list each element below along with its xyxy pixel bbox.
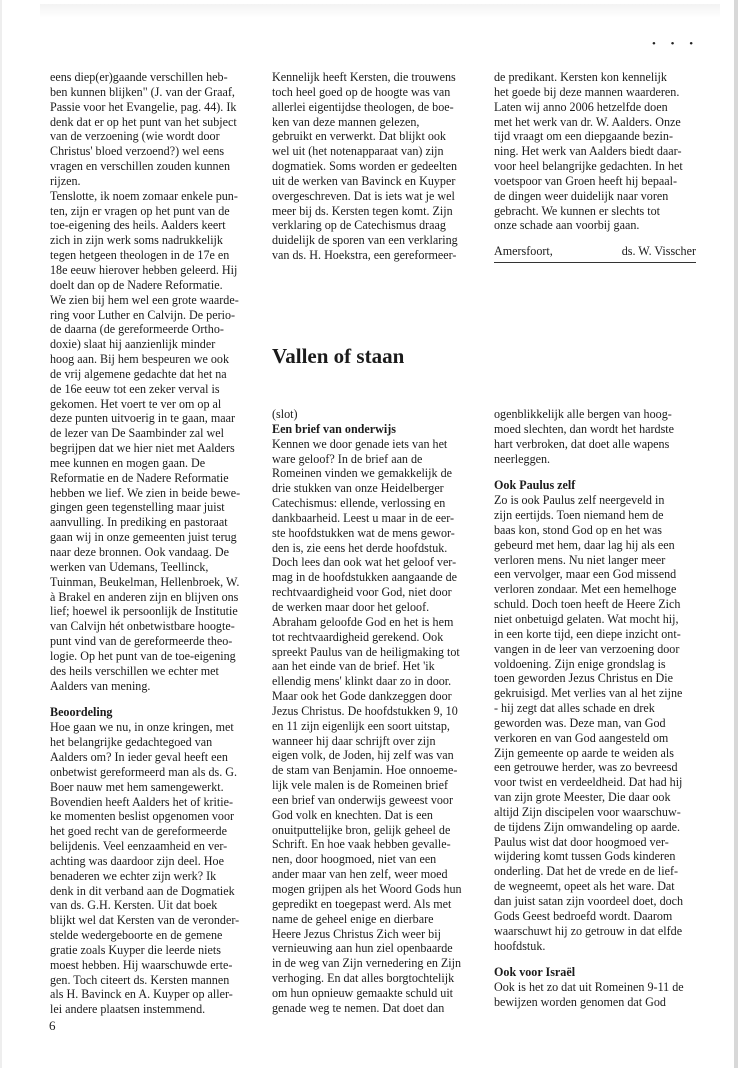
- text-line: om hun opnieuw gemaakte schuld uit: [272, 985, 454, 1000]
- text-line: aanvulling. In prediking en pastoraat: [50, 515, 228, 530]
- text-line: aan het einde van de brief. Het 'ik: [272, 659, 435, 674]
- text-line: Heere Jezus Christus Zich weer bij: [272, 926, 441, 941]
- text-line: Aalders om? In ieder geval heeft een: [50, 749, 228, 764]
- signature-place: Amersfoort,: [494, 244, 553, 258]
- text-line: voldoening. Zijn enige grondslag is: [494, 656, 666, 671]
- text-line: de stam van Benjamin. Hoe onnoeme-: [272, 763, 458, 778]
- column-3-top: [494, 70, 696, 233]
- text-line: Tenslotte, ik noem zomaar enkele pun-: [50, 188, 238, 203]
- text-line: hart verbroken, dat doet alle wapens: [494, 436, 670, 451]
- text-line: Abraham geloofde God en het is hem: [272, 614, 454, 629]
- text-line: Christus' bloed verzoend?) wel eens: [50, 144, 225, 159]
- text-line: de tijdens Zijn omwandeling op aarde.: [494, 819, 681, 834]
- text-line: We zien bij hem wel een grote waarde-: [50, 292, 239, 307]
- column-2-top: [272, 70, 478, 263]
- text-line: deze punten uitvoerig in te gaan, maar: [50, 411, 236, 426]
- text-line: Tuinman, Beukelman, Hellenbroek, W.: [50, 574, 240, 589]
- text-line: verloren mens. Nu niet langer meer: [494, 552, 666, 567]
- text-line: ten, zijn er vragen op het punt van de: [50, 203, 230, 218]
- spacer: [50, 693, 254, 705]
- text-line: doxie) slaat hij aanzienlijk minder: [50, 337, 216, 352]
- text-line: Kennelijk heeft Kersten, die trouwens: [272, 70, 456, 84]
- text-line: van zijn grote Meester, Die daar ook: [494, 790, 671, 805]
- text-line: eigen volk, de Joden, hij zelf was van: [272, 748, 454, 763]
- text-line: van Calvijn hét onbetwistbare hoogte-: [50, 619, 235, 634]
- col3b-body: [494, 407, 696, 466]
- text-line: het belangrijke gedachtegoed van: [50, 735, 213, 750]
- scan-left-edge: [0, 0, 2, 1068]
- text-line: denk in dit verband aan de Dogmatiek: [50, 883, 235, 898]
- text-line: bewijzen worden genomen dat God: [494, 995, 666, 1010]
- text-line: gebeurd met hem, daar lag hij als een: [494, 537, 675, 552]
- text-line: dan juist satan zijn voordeel doet, doch: [494, 894, 684, 908]
- text-line: de predikant. Kersten kon kennelijk: [494, 70, 667, 84]
- text-line: ke momenten beslist opgenomen voor: [50, 809, 235, 824]
- text-line: toen geworden Jezus Christus en Die: [494, 671, 674, 686]
- text-line: altijd Zijn discipelen voor waarschuw-: [494, 804, 681, 819]
- text-line: Passie voor het Evangelie, pag. 44). Ik: [50, 99, 237, 114]
- column-2-bottom: [272, 407, 478, 1016]
- text-line: de dingen weer duidelijk naar voren: [494, 188, 669, 203]
- text-line: onze schade aan voorbij gaan.: [494, 218, 640, 233]
- text-line: ellendig mens' klinkt daar zo in door.: [272, 674, 452, 689]
- scan-right-edge: [734, 0, 738, 1068]
- text-line: de 16e eeuw tot een zeker verval is: [50, 381, 220, 396]
- text-line: vragen en verschillen zouden kunnen: [50, 159, 230, 174]
- text-line: gen. Toch citeert ds. Kersten mannen: [50, 972, 230, 987]
- text-line: overgeschreven. Dat is iets wat je wel: [272, 188, 455, 203]
- text-line: ste hoofdstukken wat de mens gewor-: [272, 525, 455, 540]
- text-line: Boer nauw met hem samengewerkt.: [50, 779, 224, 794]
- text-line: en 11 zijn eigenlijk een soort uitstap,: [272, 718, 450, 733]
- text-line: belijdenis. Veel eenzaamheid en ver-: [50, 839, 228, 854]
- text-line: Reformatie en de Nadere Reformatie: [50, 470, 229, 485]
- text-line: Aalders van mening.: [50, 678, 151, 693]
- text-line: 18e eeuw hierover hebben geleerd. Hij: [50, 262, 238, 277]
- text-line: ander maar van hen zelf, weer moed: [272, 867, 448, 882]
- text-line: ning. Het werk van Aalders biedt daar-: [494, 144, 682, 159]
- text-line: baas kon, stond God op en het was: [494, 522, 662, 537]
- text-line: punt vind van de gereformeerde theo-: [50, 634, 233, 649]
- text-line: Zijn gemeente op aarde te weiden als: [494, 745, 674, 760]
- text-line: een vervolger, maar een God missend: [494, 567, 677, 582]
- text-line: Catechismus: ellende, verlossing en: [272, 496, 446, 511]
- text-line: moest hebben. Hij waarschuwde erte-: [50, 957, 233, 972]
- text-line: Romeinen vinden we gemakkelijk de: [272, 466, 453, 481]
- text-line: benaderen we echter zijn werk? Ik: [50, 868, 217, 883]
- text-line: wijdering komt tussen Gods kinderen: [494, 849, 676, 864]
- text-line: wel uit (het notenapparaat van) zijn: [272, 144, 444, 159]
- text-line: verhoging. En dat alles borgtochtelijk: [272, 971, 455, 986]
- text-line: tot rechtvaardigheid gerekend. Ook: [272, 629, 444, 644]
- text-line: lijk vele malen is de Romeinen brief: [272, 778, 448, 793]
- text-line: Jezus Christus. De hoofdstukken 9, 10: [272, 703, 458, 718]
- text-line: begrijpen dat we hier niet met Aalders: [50, 441, 235, 456]
- text-line: toch heel goed op de hoogte was van: [272, 84, 451, 99]
- text-line: zich in zijn werk soms nadrukkelijk: [50, 233, 223, 248]
- text-line: werken van Udemans, Teellinck,: [50, 559, 209, 574]
- text-line: denk dat er op het punt van het subject: [50, 114, 237, 129]
- text-line: geworden was. Deze man, van God: [494, 715, 666, 730]
- text-line: mag in de hoofdstukken aangaande de: [272, 570, 458, 585]
- col1-body-2: [50, 720, 254, 1017]
- text-line: als H. Bavinck en A. Kuyper op aller-: [50, 987, 233, 1002]
- text-line: onbetwist gereformeerd man als ds. G.: [50, 764, 238, 779]
- text-line: gebruikt en verwerkt. Dat blijkt ook: [272, 129, 446, 144]
- text-line: rechtvaardigheid voor God, niet door: [272, 585, 452, 600]
- col1-body: [50, 70, 254, 693]
- text-line: voor twist en verdeeldheid. Dat had hij: [494, 775, 683, 790]
- text-line: nen, door hoogmoed, niet van een: [272, 852, 437, 867]
- text-line: vernieuwing aan hun ziel openbaarde: [272, 941, 453, 956]
- text-line: Doch lees dan ook wat het geloof ver-: [272, 555, 457, 570]
- col2b-body: [272, 437, 478, 1016]
- text-line: gaan wij in onze gemeenten juist terug: [50, 530, 237, 545]
- text-line: naar deze bronnen. Ook vandaag. De: [50, 545, 229, 559]
- text-line: Kennen we door genade iets van het: [272, 436, 448, 451]
- text-line: waarschuwt hij zo getrouw in dat elfde: [494, 923, 683, 938]
- text-line: den is, zie eens het derde hoofdstuk.: [272, 540, 448, 555]
- text-line: lief; hoewel ik persoonlijk de Institutie: [50, 604, 238, 619]
- text-line: eens diep(er)gaande verschillen heb-: [50, 70, 228, 84]
- page-number: 6: [49, 1018, 56, 1033]
- spacer: [494, 953, 696, 965]
- text-line: logie. Op het punt van de toe-eigening: [50, 648, 236, 663]
- text-line: de daarna (de gereformeerde Ortho-: [50, 322, 224, 337]
- signature-line: [494, 244, 696, 259]
- text-line: vangen in de leer van verzoening door: [494, 641, 680, 656]
- text-line: de vrij algemene gedachte dat het na: [50, 366, 227, 381]
- col2-body: [272, 70, 478, 263]
- text-line: Schrift. En hoe vaak hebben gevalle-: [272, 837, 451, 852]
- text-line: tegen hetgeen theologen in de 17e en: [50, 248, 230, 263]
- spacer: [494, 466, 696, 478]
- text-line: uit de werken van Bavinck en Kuyper: [272, 173, 456, 188]
- text-line: een getrouwe herder, was zo bevreesd: [494, 760, 678, 775]
- text-line: ogenblikkelijk alle bergen van hoog-: [494, 407, 672, 421]
- text-line: spreekt Paulus van de heiligmaking tot: [272, 644, 460, 659]
- column-1: [50, 70, 254, 1017]
- text-line: genade weg te nemen. Dat doet dan: [272, 1000, 445, 1015]
- text-line: verklaring op de Catechismus draag: [272, 218, 446, 233]
- text-line: Bovendien heeft Aalders het of kritie-: [50, 794, 234, 809]
- text-line: doelt dan op de Nadere Reformatie.: [50, 277, 223, 292]
- text-line: Paulus wist dat door hoogmoed ver-: [494, 834, 669, 849]
- text-line: Maar ook het Gode dankzeggen door: [272, 689, 452, 704]
- slot-label: (slot): [272, 407, 298, 421]
- text-line: meer bij ds. Kersten tegen komt. Zijn: [272, 203, 453, 218]
- text-line: het goede bij deze mannen waarderen.: [494, 84, 680, 99]
- text-line: van de verzoening (wie wordt door: [50, 129, 220, 144]
- text-line: blijkt wel dat Kersten van de veronder-: [50, 913, 240, 928]
- text-line: onderling. Dat het de vrede en de lief-: [494, 864, 679, 879]
- text-line: dogmatiek. Soms worden er gedeelten: [272, 159, 458, 174]
- text-line: in de weg van Zijn vernedering en Zijn: [272, 956, 462, 971]
- text-line: de lezer van De Saambinder zal wel: [50, 426, 224, 441]
- signature-rule: [494, 262, 696, 263]
- text-line: het goed recht van de gereformeerde: [50, 824, 227, 839]
- text-line: gebracht. We kunnen er slechts tot: [494, 203, 661, 218]
- col3-body: [494, 70, 696, 233]
- text-line: à Brakel en anderen zijn en blijven ons: [50, 589, 239, 604]
- text-line: lei andere plaatsen instemmend.: [50, 1002, 206, 1017]
- section-heading-paulus: Ook Paulus zelf: [494, 478, 576, 493]
- text-line: de wegneemt, opeet als het ware. Dat: [494, 879, 675, 894]
- text-line: Zo is ook Paulus zelf neergeveld in: [494, 493, 665, 508]
- text-line: onuitputtelijke bron, gelijk geheel de: [272, 822, 451, 837]
- signature-author: ds. W. Visscher: [621, 244, 696, 258]
- section-heading-israel: Ook voor Israël: [494, 965, 576, 980]
- text-line: ken van deze mannen gelezen,: [272, 114, 420, 129]
- text-line: van ds. H. Hoekstra, een gereformeer-: [272, 248, 457, 263]
- text-line: mee kunnen en mogen gaan. De: [50, 455, 206, 470]
- text-line: zijn eertijds. Toen niemand hem de: [494, 508, 664, 523]
- text-line: gekomen. Het voert te ver om op al: [50, 396, 222, 411]
- corner-marks: • • •: [652, 38, 700, 50]
- text-line: ring voor Luther en Calvijn. De perio-: [50, 307, 236, 322]
- column-3-bottom: [494, 407, 696, 1010]
- text-line: een brief van onderwijs geweest voor: [272, 792, 454, 807]
- text-line: stelde wedergeboorte en de gemene: [50, 928, 223, 943]
- text-line: voor heel belangrijke gedachten. In het: [494, 159, 683, 174]
- text-line: Laten wij anno 2006 hetzelfde doen: [494, 99, 668, 114]
- text-line: neerleggen.: [494, 451, 551, 466]
- text-line: Ook is het zo dat uit Romeinen 9-11 de: [494, 980, 684, 995]
- text-line: met het werk van dr. W. Aalders. Onze: [494, 114, 681, 129]
- col3b-body-3: [494, 980, 696, 1010]
- text-line: achting was daardoor zijn deel. Hoe: [50, 853, 224, 868]
- text-line: schuld. Doch toen heeft de Heere Zich: [494, 597, 681, 612]
- text-line: rijzen.: [50, 173, 81, 188]
- text-line: hebben we lief. We zien in beide bewe-: [50, 485, 241, 500]
- text-line: name de geheel enige en dierbare: [272, 911, 434, 926]
- text-line: de werken maar door het geloof.: [272, 599, 430, 614]
- text-line: verloren zondaar. Met een hemelhoge: [494, 582, 677, 597]
- text-line: drie stukken van onze Heidelberger: [272, 481, 444, 496]
- scan-top-shadow: [40, 4, 720, 18]
- text-line: hoofdstuk.: [494, 938, 546, 953]
- text-line: allerlei eigentijdse theologen, de boe-: [272, 99, 454, 114]
- text-line: dankbaarheid. Leest u maar in de eer-: [272, 510, 455, 525]
- text-line: gepredikt en toegepast werd. Als met: [272, 896, 452, 911]
- text-line: ben kunnen blijken" (J. van der Graaf,: [50, 84, 235, 99]
- text-line: Hoe gaan we nu, in onze kringen, met: [50, 720, 234, 735]
- text-line: des heils verschillen we echter met: [50, 663, 219, 678]
- text-line: - hij zegt dat alles schade en drek: [494, 701, 655, 716]
- text-line: Gods Geest bedroefd wordt. Daarom: [494, 908, 673, 923]
- article-title: Vallen of staan: [272, 344, 405, 368]
- text-line: ware geloof? In de brief aan de: [272, 451, 423, 466]
- text-line: hoog aan. Bij hem bespeuren we ook: [50, 352, 230, 367]
- text-line: duidelijk de sporen van een verklaring: [272, 233, 458, 248]
- col3b-body-2: [494, 493, 696, 953]
- text-line: niet onbetuigd gelaten. Wat mocht hij,: [494, 611, 679, 626]
- section-heading-brief: Een brief van onderwijs: [272, 421, 396, 436]
- text-line: tijd vraagt om een diepgaande bezin-: [494, 129, 673, 144]
- text-line: mogen grijpen als het Woord Gods hun: [272, 882, 462, 896]
- text-line: wanneer hij daar schrijft over zijn: [272, 733, 436, 748]
- text-line: voetspoor van Groen heeft hij bepaal-: [494, 173, 678, 188]
- text-line: gingen geen tegenstelling maar juist: [50, 500, 225, 515]
- text-line: in een korte tijd, een diepe inzicht ont-: [494, 626, 681, 641]
- text-line: gekruisigd. Met verlies van al het zijne: [494, 686, 683, 701]
- text-line: gratie zoals Kuyper die leerde niets: [50, 942, 221, 957]
- text-line: moed slechten, dan wordt het hardste: [494, 421, 675, 436]
- text-line: God volk en knechten. Dat is een: [272, 807, 433, 822]
- text-line: verkoren en van God aangesteld om: [494, 730, 669, 745]
- section-heading-beoordeling: Beoordeling: [50, 705, 113, 720]
- text-line: toe-eigening des heils. Aalders keert: [50, 218, 226, 233]
- text-line: van ds. G.H. Kersten. Uit dat boek: [50, 898, 218, 913]
